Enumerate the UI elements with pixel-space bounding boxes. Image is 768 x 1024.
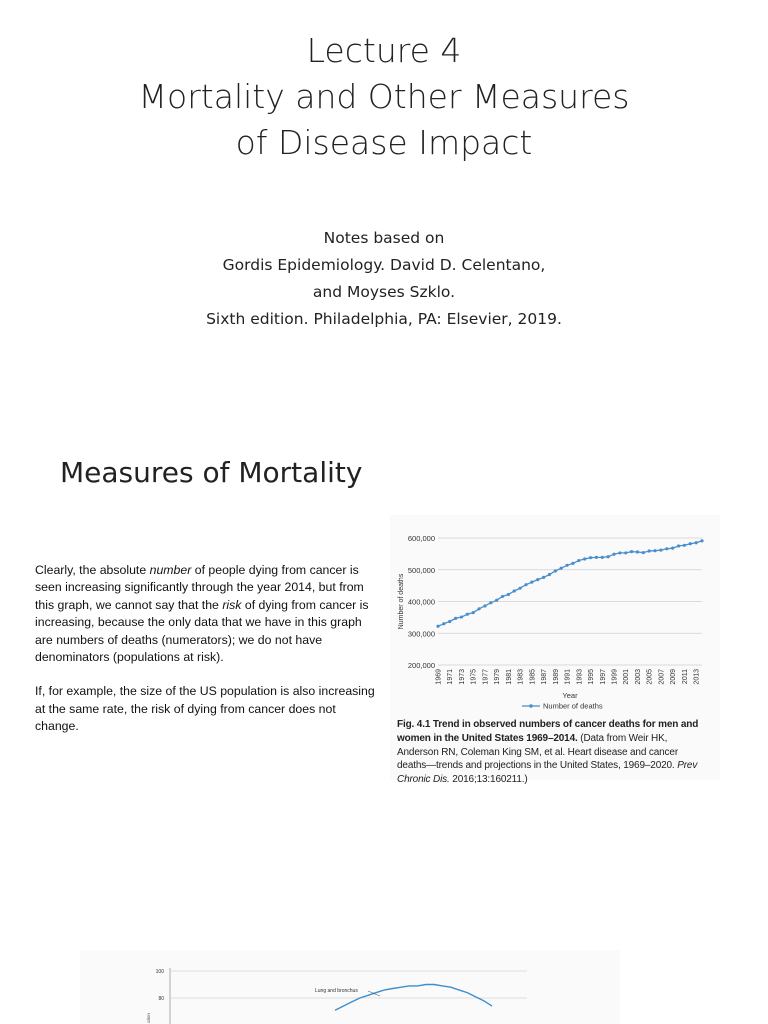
caption-label: Fig. 4.1 (397, 719, 431, 730)
legend-label: Number of deaths (543, 701, 603, 711)
notes-line-3: and Moyses Szklo. (312, 283, 456, 301)
data-point (489, 601, 492, 604)
data-point (507, 593, 510, 596)
y-tick-label: 500,000 (407, 565, 435, 575)
data-point (454, 617, 457, 620)
data-point (554, 569, 557, 572)
lung-bronchus-line-chart (80, 950, 620, 1024)
x-tick-label: 2013 (693, 669, 701, 685)
x-tick-label: 1997 (599, 669, 607, 685)
data-point (683, 544, 686, 547)
emphasis-number: number (149, 563, 192, 577)
data-point (624, 551, 627, 554)
data-point (700, 539, 703, 542)
y-tick-label: 200,000 (407, 661, 435, 670)
data-point (601, 556, 604, 559)
body-text (35, 562, 380, 753)
x-tick-label: 1991 (564, 669, 572, 685)
x-tick-label: 2001 (623, 669, 631, 685)
data-point (560, 567, 563, 570)
y-tick-label: 400,000 (407, 597, 435, 607)
data-point (495, 599, 498, 602)
y-tick-label: 300,000 (407, 629, 435, 639)
x-tick-label: 1999 (611, 669, 619, 685)
data-point (595, 556, 598, 559)
figure-caption (397, 718, 709, 787)
figure-lung-bronchus-chart (80, 950, 620, 1024)
caption-journal: Prev Chronic Dis. (397, 760, 698, 786)
caption-text-end: 2016;13:160211.) (449, 774, 528, 786)
data-point (648, 549, 651, 552)
x-tick-label: 1973 (458, 669, 466, 685)
data-point (442, 622, 445, 625)
x-tick-label: 1979 (494, 669, 502, 685)
y-axis-label: Number of deaths (398, 573, 405, 630)
data-point (583, 557, 586, 560)
data-point (548, 573, 551, 576)
data-point (689, 542, 692, 545)
x-axis-label: Year (562, 691, 578, 700)
data-point (607, 555, 610, 558)
data-point (513, 589, 516, 592)
title-line-1: Lecture 4 (306, 31, 462, 70)
data-point (653, 549, 656, 552)
data-point (530, 581, 533, 584)
cancer-deaths-line-chart (390, 515, 720, 715)
y-tick-label: 80 (158, 996, 164, 1002)
x-tick-label: 1969 (435, 669, 443, 685)
caption-bold-text: Trend in observed numbers of cancer deaths for men and women in the United States 1969–2014. (397, 719, 699, 744)
data-point (483, 604, 486, 607)
data-point (477, 607, 480, 610)
data-point (536, 578, 539, 581)
data-point (677, 544, 680, 547)
notes-line-4: Sixth edition. Philadelphia, PA: Elsevier, 2019. (206, 310, 562, 328)
data-point (577, 559, 580, 562)
legend-swatch-marker (529, 704, 533, 708)
paragraph-text: of people dying from cancer is seen increasing significantly through the year 2014, but from this graph, we cannot say that the (35, 563, 364, 612)
data-point (618, 551, 621, 554)
series-line-number-of-deaths (438, 541, 702, 626)
data-point (642, 551, 645, 554)
annotation-label: Lung and bronchus (315, 988, 358, 994)
lecture-title (0, 28, 768, 166)
x-tick-label: 1983 (517, 669, 525, 685)
x-tick-label: 1981 (505, 669, 513, 685)
x-tick-label: 1987 (541, 669, 549, 685)
paragraph-text: of dying from cancer is increasing, because the only data that we have in this graph are numbers of deaths (numerators); we do not have denominators (populations at risk). (35, 597, 369, 665)
data-point (472, 611, 475, 614)
data-point (636, 550, 639, 553)
y-tick-label: 600,000 (407, 534, 435, 543)
data-point (466, 613, 469, 616)
x-tick-label: 2005 (646, 669, 654, 685)
series-line-lung-and-bronchus (335, 985, 492, 1011)
emphasis-risk: risk (222, 597, 242, 612)
x-tick-label: 2003 (634, 669, 642, 685)
data-point (460, 615, 463, 618)
notes-line-2: Gordis Epidemiology. David D. Celentano, (222, 256, 546, 274)
data-point (448, 620, 451, 623)
data-point (519, 587, 522, 590)
paragraph-numerator-denominator (35, 562, 380, 666)
y-tick-label: 100 (155, 969, 164, 975)
x-tick-label: 1977 (482, 669, 490, 685)
data-point (671, 547, 674, 550)
paragraph-text: Clearly, the absolute (35, 563, 150, 577)
data-point (612, 553, 615, 556)
x-tick-label: 1971 (447, 669, 455, 685)
x-tick-label: 1989 (552, 669, 560, 685)
data-point (436, 625, 439, 628)
data-point (589, 556, 592, 559)
x-tick-label: 1995 (588, 669, 596, 685)
paragraph-population-example: If, for example, the size of the US population is also increasing at the same rate, the risk of dying from cancer does not change. (35, 684, 375, 734)
y-axis-label: ation (146, 1013, 151, 1023)
data-point (524, 583, 527, 586)
section-heading: Measures of Mortality (60, 456, 363, 489)
x-tick-label: 2007 (658, 669, 666, 685)
data-point (665, 547, 668, 550)
data-point (630, 550, 633, 553)
caption-text: (Data from Weir HK, Anderson RN, Coleman King SM, et al. Heart disease and cancer deaths—trends and projections in the United States, 1969–2020. (397, 732, 678, 772)
data-point (565, 564, 568, 567)
x-tick-label: 2009 (670, 669, 678, 685)
title-line-3: of Disease Impact (235, 123, 533, 162)
data-point (571, 562, 574, 565)
title-line-2: Mortality and Other Measures (138, 77, 630, 116)
data-point (501, 595, 504, 598)
x-tick-label: 1993 (576, 669, 584, 685)
data-point (659, 548, 662, 551)
x-tick-label: 1985 (529, 669, 537, 685)
x-tick-label: 1975 (470, 669, 478, 685)
x-tick-label: 2011 (681, 669, 689, 685)
data-point (542, 576, 545, 579)
notes-line-1: Notes based on (323, 229, 445, 247)
source-notes (0, 225, 768, 333)
data-point (695, 541, 698, 544)
